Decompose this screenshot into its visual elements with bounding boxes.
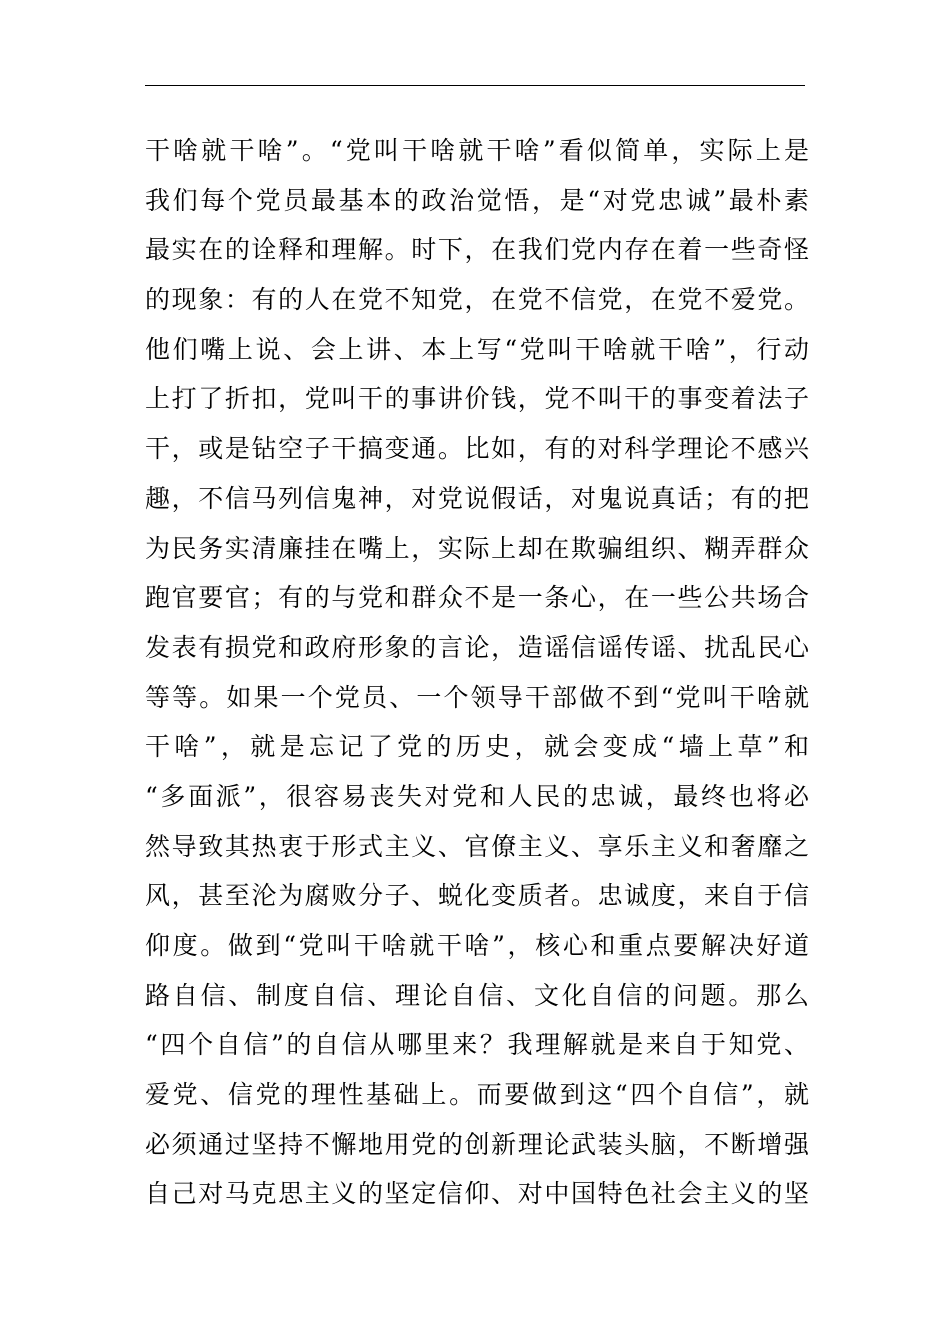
text-line: 然导致其热衷于形式主义、官僚主义、享乐主义和奢靡之 [145, 831, 810, 861]
text-line: “四个自信”的自信从哪里来？我理解就是来自于知党、 [145, 1030, 810, 1060]
text-line: 为民务实清廉挂在嘴上，实际上却在欺骗组织、糊弄群众 [145, 533, 810, 563]
header-rule [145, 85, 805, 86]
text-line: 最实在的诠释和理解。时下，在我们党内存在着一些奇怪 [145, 235, 810, 265]
text-line: “多面派”，很容易丧失对党和人民的忠诚，最终也将必 [145, 781, 810, 811]
text-line: 风，甚至沦为腐败分子、蜕化变质者。忠诚度，来自于信 [145, 881, 810, 911]
text-line: 路自信、制度自信、理论自信、文化自信的问题。那么 [145, 980, 810, 1010]
text-line: 干，或是钻空子干搞变通。比如，有的对科学理论不感兴 [145, 434, 810, 464]
text-line: 仰度。做到“党叫干啥就干啥”，核心和重点要解决好道 [145, 931, 810, 960]
text-line: 我们每个党员最基本的政治觉悟，是“对党忠诚”最朴素 [145, 185, 810, 215]
text-line: 爱党、信党的理性基础上。而要做到这“四个自信”，就 [145, 1080, 810, 1110]
body-text [145, 126, 810, 1219]
text-line: 发表有损党和政府形象的言论，造谣信谣传谣、扰乱民心 [145, 632, 810, 662]
text-line: 干啥就干啥”。“党叫干啥就干啥”看似简单，实际上是 [145, 136, 810, 165]
text-line: 干啥”，就是忘记了党的历史，就会变成“墙上草”和 [145, 732, 810, 762]
text-line: 必须通过坚持不懈地用党的创新理论武装头脑，不断增强 [145, 1129, 810, 1159]
text-line: 跑官要官；有的与党和群众不是一条心，在一些公共场合 [145, 583, 810, 613]
text-line: 自己对马克思主义的坚定信仰、对中国特色社会主义的坚 [145, 1179, 810, 1209]
text-line: 他们嘴上说、会上讲、本上写“党叫干啥就干啥”，行动 [145, 334, 810, 364]
text-line: 上打了折扣，党叫干的事讲价钱，党不叫干的事变着法子 [145, 384, 810, 414]
text-line: 等等。如果一个党员、一个领导干部做不到“党叫干啥就 [145, 682, 810, 712]
text-line: 的现象：有的人在党不知党，在党不信党，在党不爱党。 [145, 285, 810, 315]
text-line: 趣，不信马列信鬼神，对党说假话，对鬼说真话；有的把 [145, 483, 810, 513]
